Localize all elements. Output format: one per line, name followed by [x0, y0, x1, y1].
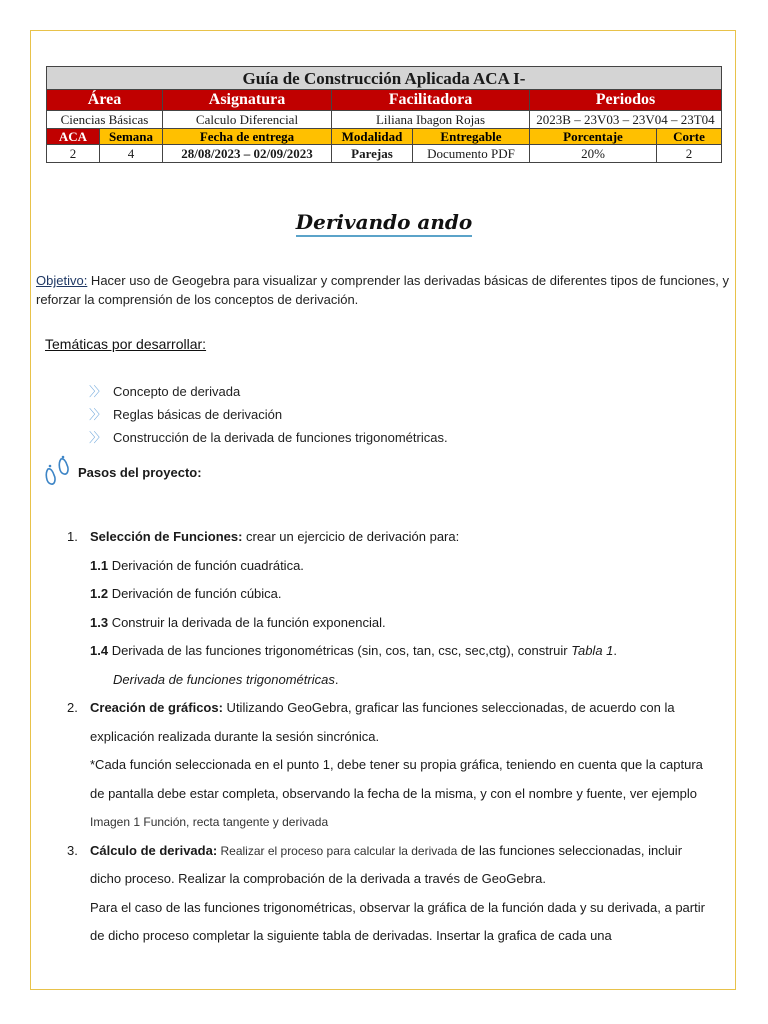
step-1: 1. Selección de Funciones: crear un ejercicio de derivación para: 1.1 Derivación de función cuadrática. 1.2 Derivación de función cúbica. 1.3 Construir la derivada de la función exponencial. 1.4 Derivada de las funciones trigonométricas (sin, cos, tan, csc, sec,ctg), construir Tabla 1. Derivada de funciones trigonométricas.	[67, 523, 707, 694]
document-page	[30, 30, 736, 990]
topics-list	[89, 380, 448, 449]
steps-list	[67, 523, 707, 951]
list-item: 〉〉 Reglas básicas de derivación	[89, 403, 448, 426]
list-item: 〉〉 Construcción de la derivada de funciones trigonométricas.	[89, 426, 448, 449]
chevron-right-icon: 〉〉	[89, 430, 105, 445]
periodos-header: Periodos	[530, 90, 722, 111]
corte-value: 2	[657, 145, 722, 163]
objective-text: Hacer uso de Geogebra para visualizar y comprender las derivadas básicas de diferentes tipos de funciones, y reforzar la comprensión de los conceptos de derivación.	[36, 273, 729, 307]
topics-heading: Temáticas por desarrollar:	[45, 336, 207, 352]
list-item: 1.4 Derivada de las funciones trigonométricas (sin, cos, tan, csc, sec,ctg), construir Tabla 1.	[90, 643, 618, 658]
facilitadora-value: Liliana Ibagon Rojas	[332, 111, 530, 129]
asignatura-header: Asignatura	[163, 90, 332, 111]
chevron-right-icon: 〉〉	[89, 407, 105, 422]
step-2-note: *Cada función seleccionada en el punto 1, debe tener su propia gráfica, teniendo en cuenta que la captura de pantalla debe estar completa, observando la fecha de la misma, y con el nombre y fuente, ver ejemplo Imagen 1 Función, recta tangente y derivada	[90, 757, 703, 829]
asignatura-value: Calculo Diferencial	[163, 111, 332, 129]
step-3: 3. Cálculo de derivada: Realizar el proceso para calcular la derivada de las funciones seleccionadas, incluir dicho proceso. Realizar la comprobación de la derivada a través de GeoGebra. Para el caso de las funciones trigonométricas, observar la gráfica de la función dada y su derivada, a partir de dicho proceso completar la siguiente tabla de derivadas. Insertar la grafica de cada una	[67, 837, 707, 951]
chevron-right-icon: 〉〉	[89, 384, 105, 399]
table-caption-ref: Derivada de funciones trigonométricas.	[113, 671, 339, 687]
step-3-title: Cálculo de derivada:	[90, 842, 218, 858]
aca-header: ACA	[47, 129, 100, 145]
corte-header: Corte	[657, 129, 722, 145]
semana-value: 4	[100, 145, 163, 163]
fecha-value: 28/08/2023 – 02/09/2023	[163, 145, 332, 163]
header-table	[46, 66, 722, 163]
header-title: Guía de Construcción Aplicada ACA I-	[47, 67, 722, 90]
list-item: 1.2 Derivación de función cúbica.	[90, 586, 282, 601]
objective-paragraph	[36, 271, 731, 309]
steps-heading-label: Pasos del proyecto:	[78, 464, 202, 480]
porcentaje-header: Porcentaje	[530, 129, 657, 145]
porcentaje-value: 20%	[530, 145, 657, 163]
list-item: 1.1 Derivación de función cuadrática.	[90, 557, 304, 573]
aca-value: 2	[47, 145, 100, 163]
area-value: Ciencias Básicas	[47, 111, 163, 129]
steps-heading	[44, 455, 202, 489]
step-2: 2. Creación de gráficos: Utilizando GeoGebra, graficar las funciones seleccionadas, de acuerdo con la explicación realizada durante la sesión sincrónica. *Cada función seleccionada en el punto 1, debe tener su propia gráfica, teniendo en cuenta que la captura de pantalla debe estar completa, observando la fecha de la misma, y con el nombre y fuente, ver ejemplo Imagen 1 Función, recta tangente y derivada	[67, 694, 707, 837]
area-header: Área	[47, 90, 163, 111]
list-item: 1.3 Construir la derivada de la función exponencial.	[90, 614, 386, 630]
document-title: Derivando ando	[31, 210, 737, 234]
entregable-value: Documento PDF	[413, 145, 530, 163]
periodos-value: 2023B – 23V03 – 23V04 – 23T04	[530, 111, 722, 129]
list-item: 〉〉 Concepto de derivada	[89, 380, 448, 403]
fecha-header: Fecha de entrega	[163, 129, 332, 145]
modalidad-value: Parejas	[332, 145, 413, 163]
objective-label: Objetivo:	[36, 273, 88, 288]
step-3-paragraph: Para el caso de las funciones trigonométricas, observar la gráfica de la función dada y su derivada, a partir de dicho proceso completar la siguiente tabla de derivadas. Insertar la grafica de cada una	[90, 899, 705, 943]
semana-header: Semana	[100, 129, 163, 145]
facilitadora-header: Facilitadora	[332, 90, 530, 111]
modalidad-header: Modalidad	[332, 129, 413, 145]
step-1-title: Selección de Funciones:	[90, 529, 243, 544]
entregable-header: Entregable	[413, 129, 530, 145]
footprints-icon	[44, 455, 74, 489]
step-2-title: Creación de gráficos:	[90, 700, 223, 715]
